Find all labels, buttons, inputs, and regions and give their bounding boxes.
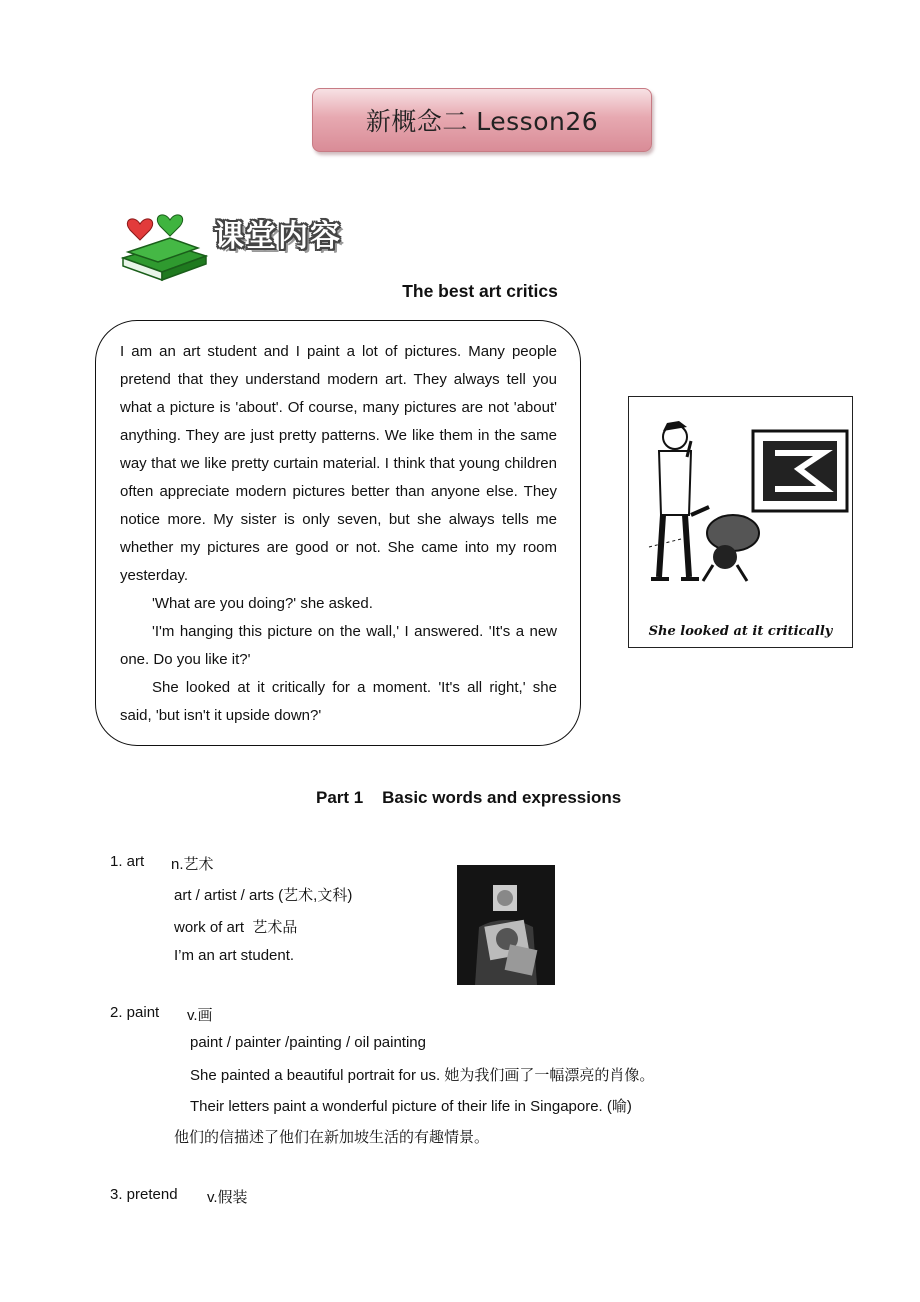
- entry-definition: v.画: [187, 1007, 213, 1024]
- story-text: [120, 338, 557, 730]
- artist-photo: [457, 865, 555, 985]
- illustration-caption: She looked at it critically: [648, 624, 833, 639]
- entry-example: Their letters paint a wonderful picture of their life in Singapore. (喻): [190, 1098, 632, 1115]
- entry-headword: 2. paint: [110, 1004, 160, 1021]
- entry-example: She painted a beautiful portrait for us. 她为我们画了一幅漂亮的肖像。: [190, 1067, 655, 1084]
- story-paragraph: 'What are you doing?' she asked.: [152, 595, 373, 612]
- entry-example: 他们的信描述了他们在新加坡生活的有趣情景。: [174, 1129, 490, 1146]
- book-hearts-icon: [118, 210, 210, 282]
- entry-headword: 3. pretend: [110, 1186, 178, 1203]
- cartoon-drawing: [629, 397, 851, 617]
- entry-headword: 1. art: [110, 853, 145, 870]
- entry-example: paint / painter /painting / oil painting: [190, 1034, 426, 1051]
- story-paragraph: I am an art student and I paint a lot of pictures. Many people pretend that they understand modern art. They always tell you what a picture is 'about'. Of course, many pictures are not 'about' anything. They are just pretty patterns. We like them in the same way that we like pretty curtain material. I think that young children often appreciate modern pictures better than anyone else. They notice more. My sister is only seven, but she always tells me whether my pictures are good or not. She came into my room yesterday.: [120, 343, 557, 584]
- entry-example: I’m an art student.: [174, 947, 295, 964]
- story-paragraph: 'I'm hanging this picture on the wall,' I answered. 'It's a new one. Do you like it?': [120, 623, 557, 668]
- section-heading: 课堂内容: [214, 219, 342, 254]
- part-heading: Part 1 Basic words and expressions: [316, 788, 622, 807]
- story-title: The best art critics: [402, 281, 558, 301]
- lesson-title-banner: [312, 88, 652, 152]
- entry-definition: v.假装: [207, 1189, 248, 1206]
- entry-example: work of art 艺术品: [174, 919, 298, 936]
- story-paragraph: She looked at it critically for a moment. 'It's all right,' she said, 'but isn't it upside down?': [120, 679, 557, 724]
- lesson-title: 新概念二 Lesson26: [365, 107, 599, 136]
- story-illustration: [628, 396, 853, 648]
- entry-example: art / artist / arts (艺术,文科): [174, 887, 353, 904]
- entry-definition: n.艺术: [171, 856, 214, 873]
